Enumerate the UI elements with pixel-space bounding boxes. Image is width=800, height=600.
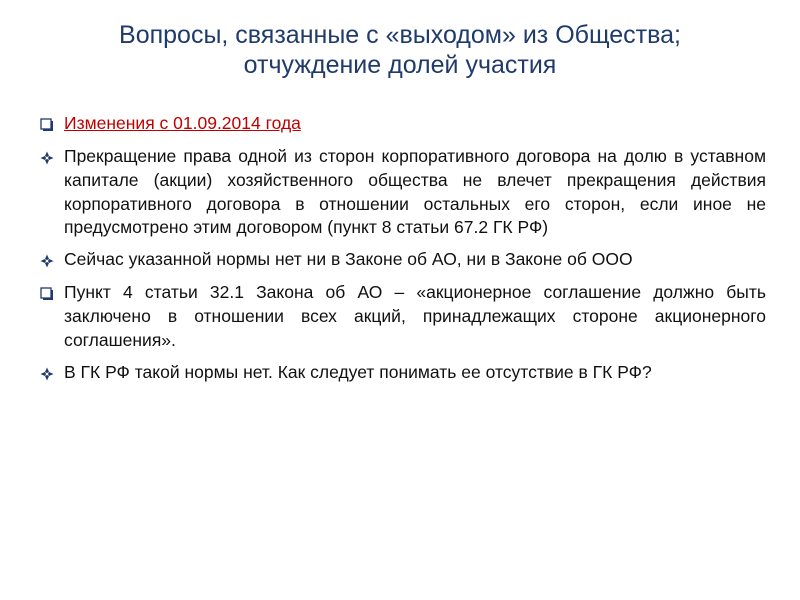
bullet-list <box>40 112 766 394</box>
bullet-item-termination <box>40 145 766 240</box>
slide-title <box>40 20 760 80</box>
bullet-text: Прекращение права одной из сторон корпоративного договора на долю в уставном капитале (акции) хозяйственного общества не влечет прекращения действия корпоративного договора в отношении остальных его сторон, если иное не предусмотрено этим договором (пункт 8 статьи 67.2 ГК РФ) <box>64 146 766 238</box>
bullet-item-ao-law <box>40 281 766 352</box>
bullet-text: В ГК РФ такой нормы нет. Как следует понимать ее отсутствие в ГК РФ? <box>64 361 652 382</box>
bullet-text: Пункт 4 статьи 32.1 Закона об АО – «акционерное соглашение должно быть заключено в отношении всех акций, принадлежащих стороне акционерного соглашения». <box>64 282 766 350</box>
diamond-bullet-icon <box>40 361 64 386</box>
bullet-text: Сейчас указанной нормы нет ни в Законе об АО, ни в Законе об ООО <box>64 249 633 270</box>
bullet-text: Изменения с 01.09.2014 года <box>64 113 301 133</box>
title-line-2: отчуждение долей участия <box>243 51 557 79</box>
bullet-item-question <box>40 361 766 386</box>
square-bullet-icon <box>40 281 64 306</box>
bullet-item-law-absence <box>40 248 766 273</box>
title-line-1: Вопросы, связанные с «выходом» из Общества; <box>119 21 681 49</box>
square-bullet-icon <box>40 112 64 137</box>
diamond-bullet-icon <box>40 248 64 273</box>
diamond-bullet-icon <box>40 145 64 170</box>
bullet-item-changes <box>40 112 766 137</box>
